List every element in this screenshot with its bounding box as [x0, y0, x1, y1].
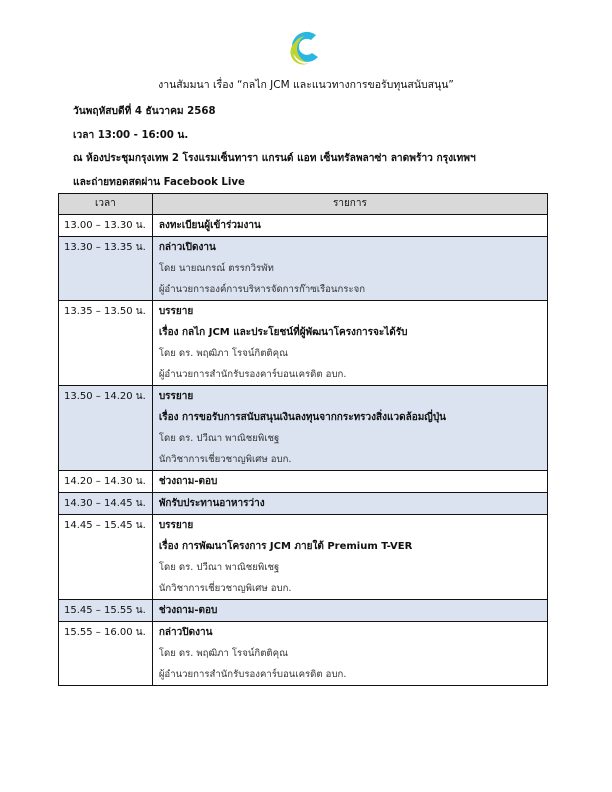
row-speaker: โดย ดร. ปวีณา พาณิชยพิเชฐ [158, 562, 280, 573]
event-time: เวลา 13:00 - 16:00 น. [73, 129, 189, 141]
table-row [59, 493, 548, 515]
row-title: กล่าวปิดงาน [158, 627, 213, 638]
row-title: พักรับประทานอาหารว่าง [158, 498, 265, 509]
table-row [59, 600, 548, 622]
table-row [59, 471, 548, 493]
row-title: กล่าวเปิดงาน [158, 242, 216, 253]
row-position: นักวิชาการเชี่ยวชาญพิเศษ อบก. [158, 583, 292, 594]
row-title: บรรยาย [158, 306, 194, 317]
row-time: 14.30 – 14.45 น. [64, 498, 146, 509]
row-position: ผู้อำนวยการองค์การบริหารจัดการก๊าซเรือนกระจก [158, 284, 366, 295]
table-row [59, 237, 548, 301]
page-title: งานสัมมนา เรื่อง “กลไก JCM และแนวทางการขอรับทุนสนับสนุน” [158, 79, 454, 91]
row-title: บรรยาย [158, 520, 194, 531]
row-title: ช่วงถาม-ตอบ [158, 605, 218, 616]
table-row [59, 515, 548, 600]
agenda-table [58, 193, 548, 686]
row-topic: เรื่อง การพัฒนาโครงการ JCM ภายใต้ Premium T-VER [158, 541, 413, 552]
table-row [59, 622, 548, 686]
row-time: 13.00 – 13.30 น. [64, 220, 146, 231]
row-time: 13.30 – 13.35 น. [64, 242, 146, 253]
row-speaker: โดย ดร. พฤฒิภา โรจน์กิตติคุณ [158, 348, 288, 359]
row-time: 15.55 – 16.00 น. [64, 627, 146, 638]
event-info [73, 100, 476, 194]
row-position: นักวิชาการเชี่ยวชาญพิเศษ อบก. [158, 454, 292, 465]
table-row [59, 301, 548, 386]
row-position: ผู้อำนวยการสำนักรับรองคาร์บอนเครดิต อบก. [158, 369, 347, 380]
row-time: 13.50 – 14.20 น. [64, 391, 146, 402]
row-title: ช่วงถาม-ตอบ [158, 476, 218, 487]
column-header-time: เวลา [59, 194, 153, 215]
row-time: 13.35 – 13.50 น. [64, 306, 146, 317]
row-title: บรรยาย [158, 391, 194, 402]
row-topic: เรื่อง การขอรับการสนับสนุนเงินลงทุนจากกระทรวงสิ่งแวดล้อมญี่ปุ่น [158, 412, 447, 423]
row-speaker: โดย ดร. ปวีณา พาณิชยพิเชฐ [158, 433, 280, 444]
row-topic: เรื่อง กลไก JCM และประโยชน์ที่ผู้พัฒนาโครงการจะได้รับ [158, 327, 408, 338]
row-speaker: โดย ดร. พฤฒิภา โรจน์กิตติคุณ [158, 648, 288, 659]
table-row [59, 215, 548, 237]
event-broadcast: และถ่ายทอดสดผ่าน Facebook Live [73, 176, 245, 188]
row-speaker: โดย นายณกรณ์ ตรรกวิรพัท [158, 263, 274, 274]
row-position: ผู้อำนวยการสำนักรับรองคาร์บอนเครดิต อบก. [158, 669, 347, 680]
row-time: 14.20 – 14.30 น. [64, 476, 146, 487]
event-date: วันพฤหัสบดีที่ 4 ธันวาคม 2568 [73, 106, 216, 117]
event-venue: ณ ห้องประชุมกรุงเทพ 2 โรงแรมเซ็นทารา แกรนด์ แอท เซ็นทรัลพลาซ่า ลาดพร้าว กรุงเทพฯ [73, 153, 476, 164]
column-header-item: รายการ [152, 194, 547, 215]
table-header-row [59, 194, 548, 215]
c-logo-icon [285, 27, 325, 67]
row-time: 15.45 – 15.55 น. [64, 605, 146, 616]
row-title: ลงทะเบียนผู้เข้าร่วมงาน [158, 220, 261, 231]
table-row [59, 386, 548, 471]
row-time: 14.45 – 15.45 น. [64, 520, 146, 531]
